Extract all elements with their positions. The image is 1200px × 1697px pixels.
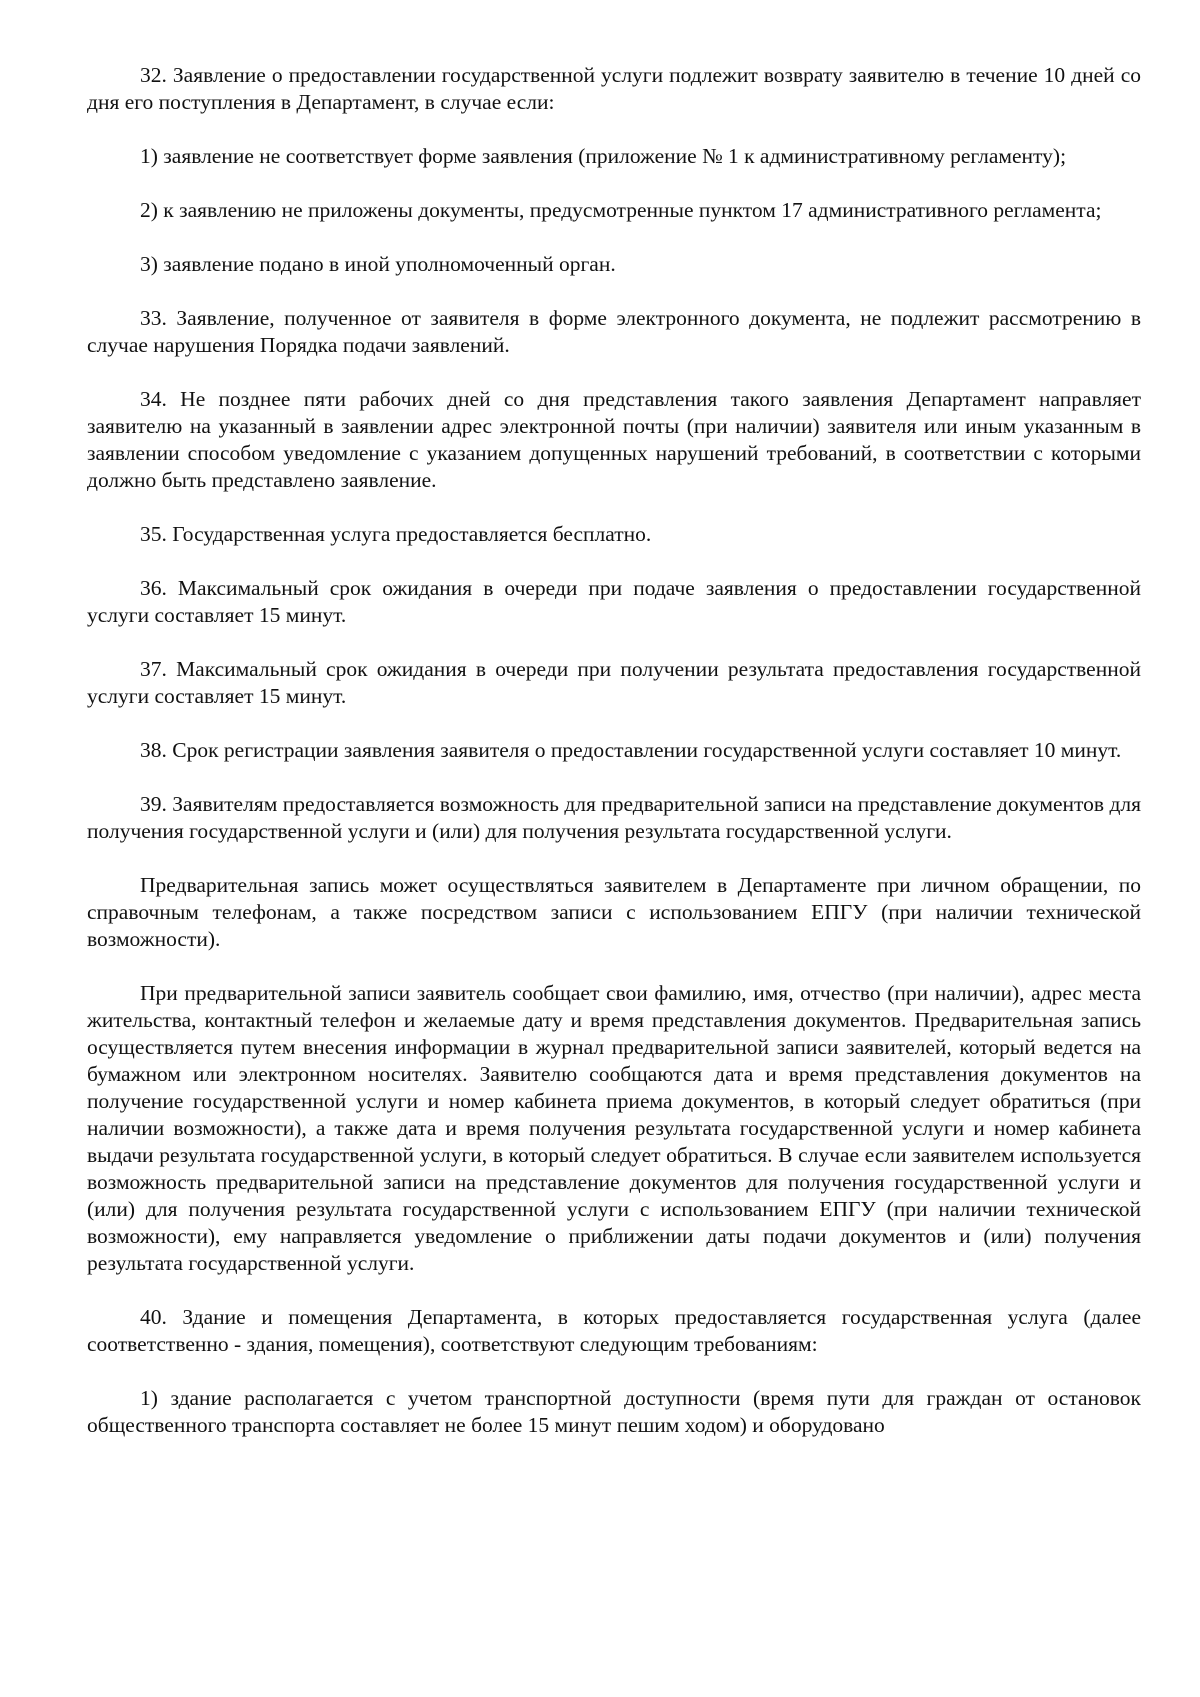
paragraph-36: 36. Максимальный срок ожидания в очереди при подаче заявления о предоставлении государственной услуги составляет 15 минут. (87, 576, 1141, 627)
paragraph-39-preliminary-record: Предварительная запись может осуществляться заявителем в Департаменте при личном обращении, по справочным телефонам, а также посредством записи с использованием ЕПГУ (при наличии технической возможности). (87, 873, 1141, 951)
paragraph-40: 40. Здание и помещения Департамента, в которых предоставляется государственная услуга (далее соответственно - здания, помещения), соответствуют следующим требованиям: (87, 1305, 1141, 1356)
paragraph-35: 35. Государственная услуга предоставляется бесплатно. (140, 522, 652, 546)
paragraph-34: 34. Не позднее пяти рабочих дней со дня представления такого заявления Департамент направляет заявителю на указанный в заявлении адрес электронной почты (при наличии) заявителя или иным указанным в заявлении способом уведомление с указанием допущенных нарушений требований, в соответствии с которыми должно быть представлено заявление. (87, 387, 1141, 492)
paragraph-39: 39. Заявителям предоставляется возможность для предварительной записи на представление документов для получения государственной услуги и (или) для получения результата государственной услуги. (87, 792, 1141, 843)
document-page (87, 62, 1141, 1466)
paragraph-32-item-2: 2) к заявлению не приложены документы, предусмотренные пунктом 17 административного регламента; (140, 198, 1102, 222)
paragraph-39-applicant-info: При предварительной записи заявитель сообщает свои фамилию, имя, отчество (при наличии), адрес места жительства, контактный телефон и желаемые дату и время представления документов. Предварительная запись осуществляется путем внесения информации в журнал предварительной записи заявителей, который ведется на бумажном или электронном носителях. Заявителю сообщаются дата и время представления документов на получение государственной услуги и номер кабинета приема документов, в который следует обратиться (при наличии возможности), а также дата и время получения результата государственной услуги и номер кабинета выдачи результата государственной услуги, в который следует обратиться. В случае если заявителем используется возможность предварительной записи на представление документов для получения государственной услуги и (или) для получения результата государственной услуги с использованием ЕПГУ (при наличии технической возможности), ему направляется уведомление о приближении даты подачи документов и (или) получения результата государственной услуги. (87, 981, 1141, 1275)
paragraph-32: 32. Заявление о предоставлении государственной услуги подлежит возврату заявителю в течение 10 дней со дня его поступления в Департамент, в случае если: (87, 63, 1141, 114)
paragraph-40-item-1: 1) здание располагается с учетом транспортной доступности (время пути для граждан от остановок общественного транспорта составляет не более 15 минут пешим ходом) и оборудовано (87, 1386, 1141, 1437)
paragraph-38: 38. Срок регистрации заявления заявителя о предоставлении государственной услуги составляет 10 минут. (140, 738, 1122, 762)
paragraph-37: 37. Максимальный срок ожидания в очереди при получении результата предоставления государственной услуги составляет 15 минут. (87, 657, 1141, 708)
paragraph-33: 33. Заявление, полученное от заявителя в форме электронного документа, не подлежит рассмотрению в случае нарушения Порядка подачи заявлений. (87, 306, 1141, 357)
paragraph-32-item-1: 1) заявление не соответствует форме заявления (приложение № 1 к административному регламенту); (140, 144, 1067, 168)
paragraph-32-item-3: 3) заявление подано в иной уполномоченный орган. (140, 252, 616, 276)
